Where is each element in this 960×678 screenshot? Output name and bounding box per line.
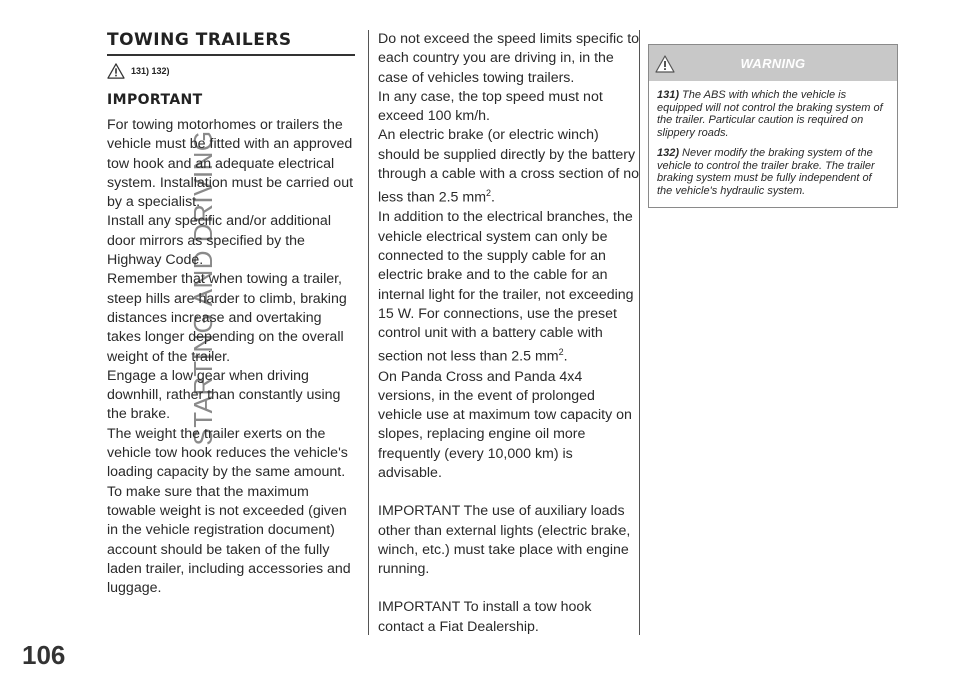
paragraph-tow-hook: IMPORTANT To install a tow hook contact a Fiat Dealership. <box>378 599 592 635</box>
warning-header <box>649 45 897 81</box>
paragraph-panda-cross: On Panda Cross and Panda 4x4 versions, in the event of prolonged vehicle use at maximum tow capacity on slopes, replacing engine oil more frequently (every 10,000 km) is advisable. <box>378 368 632 481</box>
warning-triangle-icon <box>107 63 125 79</box>
warning-title: WARNING <box>740 55 806 71</box>
column-3 <box>648 44 898 208</box>
paragraph-speed-and-brake: Do not exceed the speed limits specific to each country you are driving in, in the case of vehicles towing trailers. In any case, the top speed must not exceed 100 km/h. An electric brake (or electric winch) should be supplied directly by the battery through a cable with a cross section of no less than 2.5 $mm^2$. <box>378 31 640 207</box>
column-2 <box>378 30 640 637</box>
side-tab-chapter: STARTING AND DRIVING <box>188 130 219 446</box>
warning-body <box>649 81 897 207</box>
page-number: 106 <box>22 640 66 670</box>
paragraph-auxiliary-loads: IMPORTANT The use of auxiliary loads other than external lights (electric brake, winch, etc.) must take place with engine running. <box>378 503 631 578</box>
column-1 <box>107 30 357 598</box>
warning-box <box>648 44 898 208</box>
warning-note: 132) Never modify the braking system of the vehicle to control the trailer brake. The trailer braking system must be fully independent of the vehicle's hydraulic system. <box>657 147 875 197</box>
subheading-important: IMPORTANT <box>107 92 203 108</box>
warning-note: 131) The ABS with which the vehicle is equipped will not control the braking system of the trailer. Particular caution is required on slippery roads. <box>657 89 883 139</box>
column-divider <box>368 30 369 635</box>
section-title: TOWING TRAILERS <box>107 30 355 56</box>
body-text: For towing motorhomes or trailers the vehicle must be fitted with an approved tow hook and an adequate electrical system. Installation must be carried out by a specialist. Install any specific and/or additional door mirrors as specified by the Highway Code. Remember that when towing a trailer, steep hills are harder to climb, braking distances increase and overtaking takes longer depending on the overall weight of the trailer. Engage a low gear when driving downhill, rather than constantly using the brake. The weight the trailer exerts on the vehicle tow hook reduces the vehicle's loading capacity by the same amount. To make sure that the maximum towable weight is not exceeded (given in the vehicle registration document) account should be taken of the fully laden trailer, including accessories and luggage. <box>107 117 354 597</box>
warning-reference-numbers: 131) 132) <box>131 66 170 76</box>
warning-reference <box>107 60 357 82</box>
warning-triangle-icon <box>655 55 675 73</box>
paragraph-electrical: In addition to the electrical branches, the vehicle electrical system can only be connected to the supply cable for an electric brake and to the cable for an internal light for the trailer, not exceeding 15 W. For connections, use the preset control unit with a battery cable with section not less than 2.5 $mm^2$. <box>378 209 634 366</box>
